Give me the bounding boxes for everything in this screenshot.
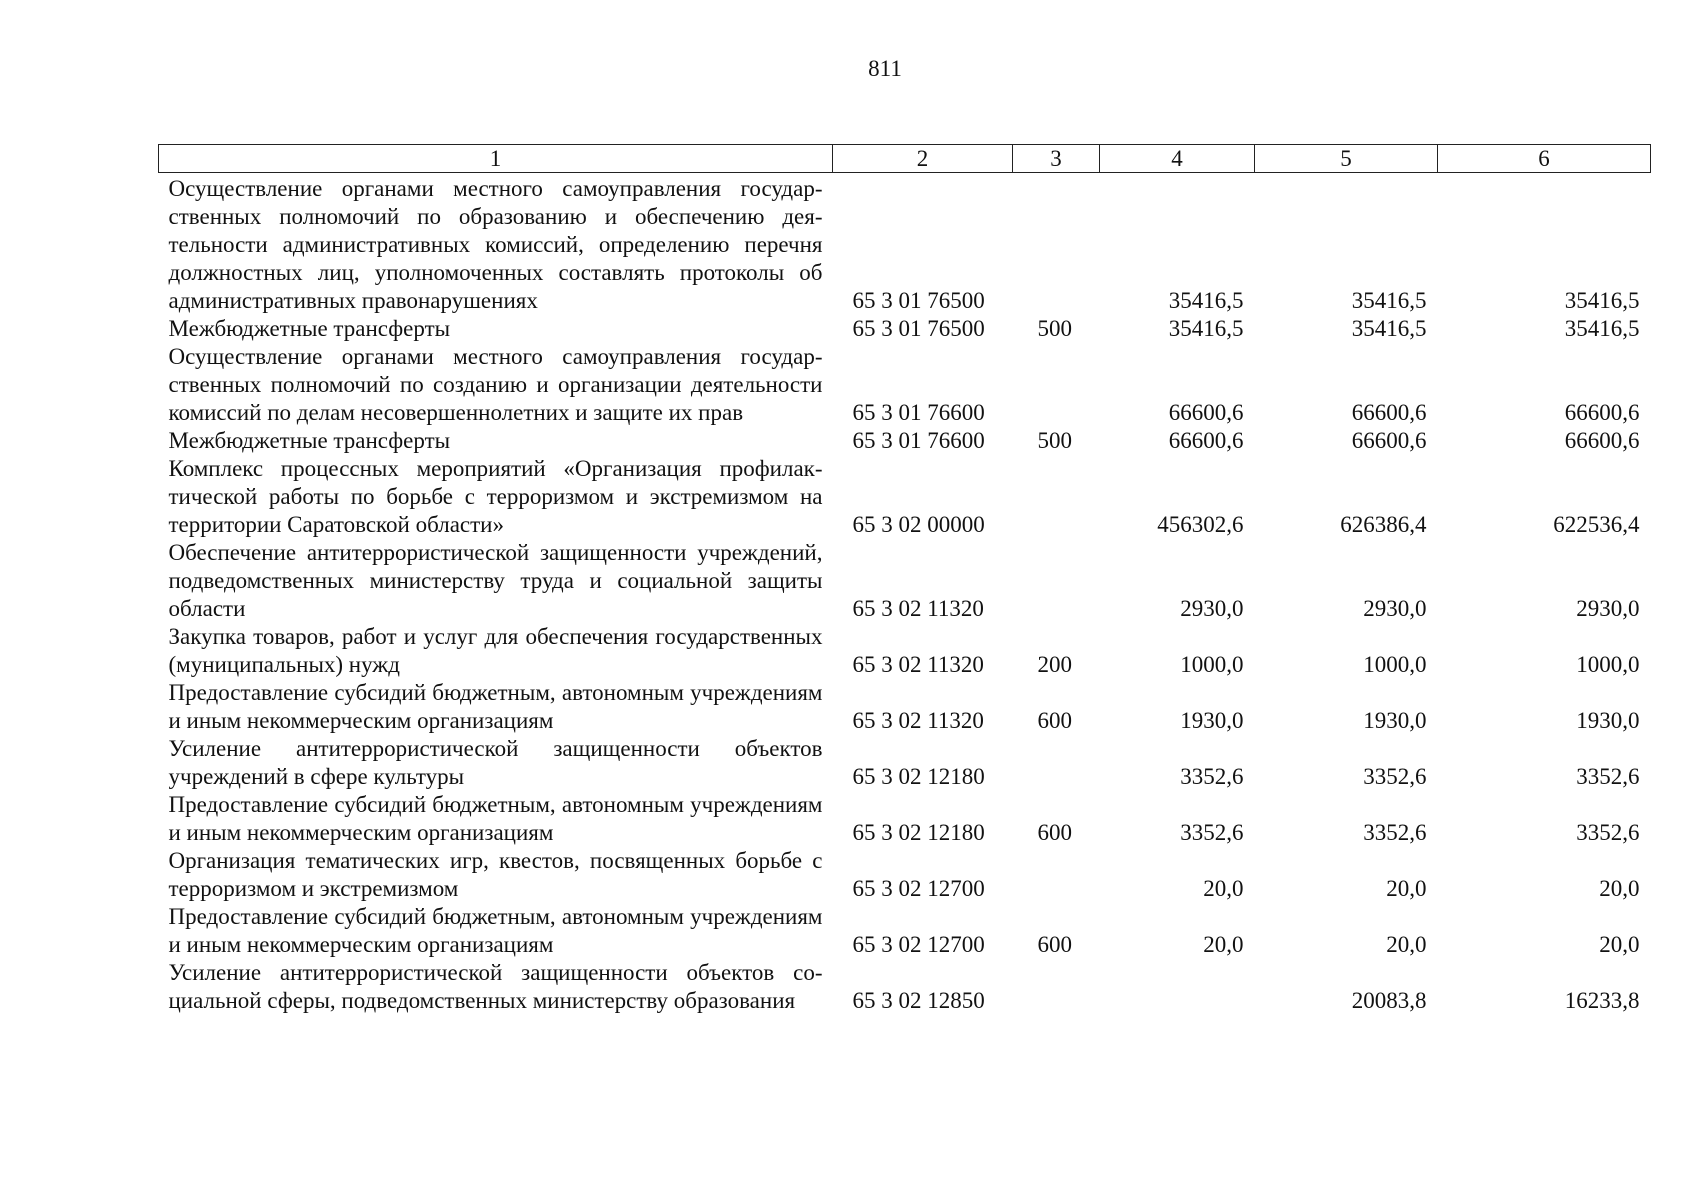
row-value-col5: 20083,8 — [1351, 988, 1427, 1013]
row-code: 65 3 01 76500 — [852, 288, 985, 313]
row-name: Усиление антитеррористической защищенности объектов социальной сферы, подведомственных министерству образования — [168, 960, 823, 1013]
row-name: Предоставление субсидий бюджетным, автономным учреждениям и иным некоммерческим организациям — [168, 792, 823, 845]
row-code: 65 3 02 00000 — [852, 512, 985, 537]
row-expense-type: 200 — [1037, 652, 1072, 677]
column-header-6: 6 — [1438, 145, 1651, 173]
row-expense-type — [1013, 847, 1100, 903]
row-value-col6: 20,0 — [1599, 876, 1640, 901]
row-name: Предоставление субсидий бюджетным, автономным учреждениям и иным некоммерческим организациям — [168, 680, 823, 733]
row-expense-type — [1013, 455, 1100, 539]
row-expense-type — [1013, 343, 1100, 427]
row-value-col4: 3352,6 — [1180, 764, 1244, 789]
row-code: 65 3 02 12850 — [852, 988, 985, 1013]
row-expense-type — [1013, 173, 1100, 316]
row-value-col6: 66600,6 — [1564, 400, 1640, 425]
row-name: Межбюджетные трансферты — [168, 428, 451, 453]
table-row — [159, 847, 1651, 903]
column-header-1: 1 — [159, 145, 833, 173]
row-expense-type — [1013, 959, 1100, 1015]
table-row — [159, 903, 1651, 959]
row-value-col4: 35416,5 — [1168, 288, 1244, 313]
row-value-col6: 2930,0 — [1576, 596, 1640, 621]
row-expense-type: 600 — [1037, 932, 1072, 957]
row-name: Закупка товаров, работ и услуг для обеспечения государственных (муниципальных) нужд — [168, 624, 823, 677]
row-value-col5: 35416,5 — [1351, 316, 1427, 341]
row-name: Межбюджетные трансферты — [168, 316, 451, 341]
row-value-col4: 66600,6 — [1168, 428, 1244, 453]
row-code: 65 3 02 11320 — [852, 652, 984, 677]
row-value-col4: 66600,6 — [1168, 400, 1244, 425]
table-row — [159, 959, 1651, 1015]
row-code: 65 3 01 76500 — [852, 316, 985, 341]
row-name: Организация тематических игр, квестов, посвященных борьбе с терроризмом и экстремизмом — [168, 848, 823, 901]
column-header-3: 3 — [1013, 145, 1100, 173]
row-value-col4: 3352,6 — [1180, 820, 1244, 845]
row-name: Осуществление органами местного самоуправления государственных полномочий по образованию и обеспечению деятельности административных комиссий, определению перечня должностных лиц, уполномоченных составлять протоколы об административных правонарушениях — [168, 176, 823, 313]
table-row — [159, 343, 1651, 427]
row-code: 65 3 02 11320 — [852, 708, 984, 733]
row-code: 65 3 02 12700 — [852, 876, 985, 901]
row-value-col6: 1930,0 — [1576, 708, 1640, 733]
row-name: Осуществление органами местного самоуправления государственных полномочий по созданию и организации деятельности комиссий по делам несовершеннолетних и защите их прав — [168, 344, 823, 425]
row-expense-type: 600 — [1037, 708, 1072, 733]
row-expense-type — [1013, 539, 1100, 623]
row-value-col4: 2930,0 — [1180, 596, 1244, 621]
row-value-col4 — [1100, 959, 1255, 1015]
budget-table — [158, 144, 1651, 1015]
row-value-col4: 456302,6 — [1157, 512, 1244, 537]
table-row — [159, 679, 1651, 735]
row-value-col5: 3352,6 — [1363, 820, 1427, 845]
table-body — [159, 173, 1651, 1016]
row-value-col5: 20,0 — [1386, 876, 1427, 901]
row-value-col4: 1000,0 — [1180, 652, 1244, 677]
row-value-col6: 20,0 — [1599, 932, 1640, 957]
row-value-col5: 66600,6 — [1351, 400, 1427, 425]
row-code: 65 3 02 12700 — [852, 932, 985, 957]
row-value-col5: 66600,6 — [1351, 428, 1427, 453]
row-value-col5: 3352,6 — [1363, 764, 1427, 789]
column-header-5: 5 — [1255, 145, 1438, 173]
row-value-col5: 1930,0 — [1363, 708, 1427, 733]
row-value-col6: 3352,6 — [1576, 820, 1640, 845]
row-value-col4: 20,0 — [1203, 876, 1244, 901]
row-expense-type: 500 — [1037, 316, 1072, 341]
page-number: 811 — [868, 56, 902, 81]
row-expense-type: 600 — [1037, 820, 1072, 845]
row-code: 65 3 02 12180 — [852, 820, 985, 845]
table-row — [159, 173, 1651, 316]
column-header-4: 4 — [1100, 145, 1255, 173]
table-row — [159, 539, 1651, 623]
table-row — [159, 791, 1651, 847]
row-value-col4: 35416,5 — [1168, 316, 1244, 341]
row-code: 65 3 02 11320 — [852, 596, 984, 621]
row-name: Усиление антитеррористической защищенности объектов учреждений в сфере культуры — [168, 736, 823, 789]
column-header-2: 2 — [833, 145, 1013, 173]
table-row — [159, 427, 1651, 455]
header-row — [159, 145, 1651, 173]
row-value-col6: 1000,0 — [1576, 652, 1640, 677]
row-value-col4: 1930,0 — [1180, 708, 1244, 733]
row-code: 65 3 02 12180 — [852, 764, 985, 789]
row-value-col5: 20,0 — [1386, 932, 1427, 957]
table-row — [159, 623, 1651, 679]
row-expense-type: 500 — [1037, 428, 1072, 453]
table-row — [159, 315, 1651, 343]
row-name: Обеспечение антитеррористической защищенности учреждений, подведомственных министерству труда и социальной защиты области — [168, 540, 823, 621]
table-row — [159, 455, 1651, 539]
row-value-col6: 35416,5 — [1564, 288, 1640, 313]
row-value-col6: 16233,8 — [1564, 988, 1640, 1013]
row-value-col5: 1000,0 — [1363, 652, 1427, 677]
row-value-col4: 20,0 — [1203, 932, 1244, 957]
table-row — [159, 735, 1651, 791]
row-value-col5: 626386,4 — [1340, 512, 1427, 537]
row-value-col5: 35416,5 — [1351, 288, 1427, 313]
row-name: Предоставление субсидий бюджетным, автономным учреждениям и иным некоммерческим организациям — [168, 904, 823, 957]
row-expense-type — [1013, 735, 1100, 791]
row-value-col6: 66600,6 — [1564, 428, 1640, 453]
row-value-col6: 3352,6 — [1576, 764, 1640, 789]
row-value-col6: 622536,4 — [1553, 512, 1640, 537]
row-name: Комплекс процессных мероприятий «Организация профилактической работы по борьбе с терроризмом и экстремизмом на территории Саратовской области» — [168, 456, 823, 537]
row-value-col5: 2930,0 — [1363, 596, 1427, 621]
row-value-col6: 35416,5 — [1564, 316, 1640, 341]
row-code: 65 3 01 76600 — [852, 428, 985, 453]
row-code: 65 3 01 76600 — [852, 400, 985, 425]
